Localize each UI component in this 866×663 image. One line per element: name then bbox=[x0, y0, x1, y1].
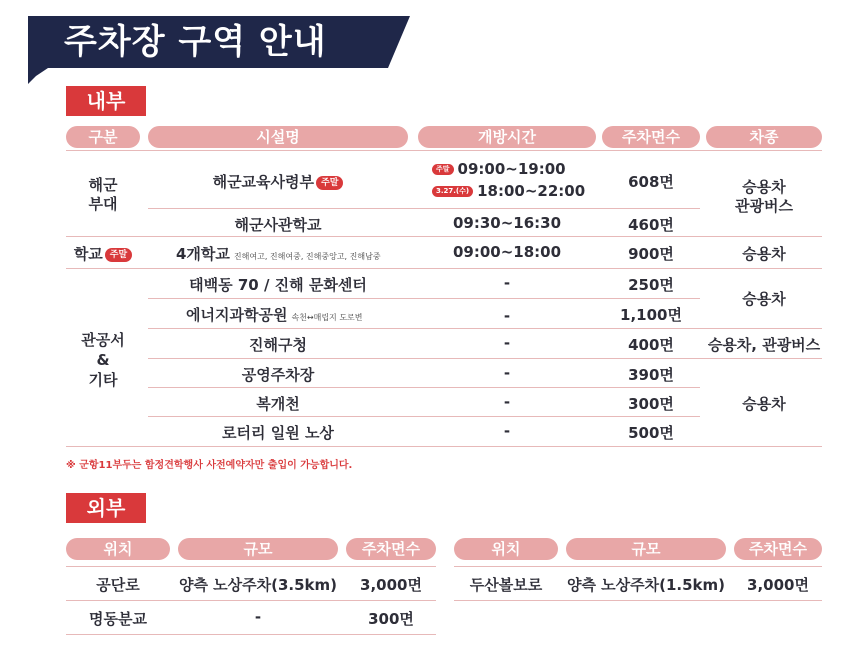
group-school bbox=[66, 243, 140, 264]
weekend-tag: 주말 bbox=[432, 164, 454, 175]
facility-energy-park bbox=[186, 304, 363, 325]
outer-count: 3,000면 bbox=[360, 576, 422, 594]
divider bbox=[66, 446, 822, 447]
outer-count: 300면 bbox=[368, 610, 414, 628]
outer-section-label: 외부 bbox=[66, 493, 146, 523]
header-vehicle-type: 차종 bbox=[706, 126, 822, 148]
open-time: - bbox=[503, 274, 511, 292]
outer-location: 공단로 bbox=[96, 576, 140, 594]
divider bbox=[66, 634, 436, 635]
space-count: 400면 bbox=[628, 336, 674, 354]
notice-text: ※ 군항11부두는 함정견학행사 사전예약자만 출입이 가능합니다. bbox=[66, 460, 353, 471]
space-count: 300면 bbox=[628, 395, 674, 413]
open-time: - bbox=[503, 364, 511, 382]
open-hours-special bbox=[432, 182, 585, 200]
space-count: 250면 bbox=[628, 276, 674, 294]
vehicle-type-school: 승용차 bbox=[742, 245, 786, 263]
open-time: 09:00~19:00 bbox=[457, 160, 566, 178]
header-location: 위치 bbox=[454, 538, 558, 560]
page-title: 주차장 구역 안내 bbox=[64, 22, 327, 62]
divider bbox=[454, 566, 822, 567]
outer-size: - bbox=[254, 608, 262, 626]
header-size: 규모 bbox=[178, 538, 338, 560]
divider bbox=[148, 328, 822, 329]
facility-detail: 진해여고, 진해여중, 진해중앙고, 진해남중 bbox=[233, 252, 381, 261]
open-time: - bbox=[503, 422, 511, 440]
open-time: 18:00~22:00 bbox=[477, 182, 586, 200]
facility-navy-education bbox=[148, 171, 408, 192]
header-facility: 시설명 bbox=[148, 126, 408, 148]
vehicle-type-gu: 승용차, 관광버스 bbox=[707, 336, 821, 354]
open-time: - bbox=[503, 307, 511, 325]
group-school-label: 학교 bbox=[73, 245, 103, 263]
header-spaces: 주차면수 bbox=[602, 126, 700, 148]
divider bbox=[148, 416, 700, 417]
divider bbox=[66, 600, 436, 601]
open-time: - bbox=[503, 393, 511, 411]
divider bbox=[66, 268, 822, 269]
divider bbox=[454, 600, 822, 601]
outer-location: 명동분교 bbox=[89, 610, 147, 628]
header-division: 구분 bbox=[66, 126, 140, 148]
space-count: 1,100면 bbox=[620, 306, 682, 324]
divider bbox=[66, 236, 822, 237]
outer-count: 3,000면 bbox=[747, 576, 809, 594]
facility-name: 에너지과학공원 bbox=[186, 306, 288, 324]
divider bbox=[148, 387, 700, 388]
vehicle-type-culture: 승용차 bbox=[742, 290, 786, 308]
divider bbox=[66, 150, 822, 151]
open-hours-weekend bbox=[432, 160, 566, 178]
facility-culture-center: 태백동 70 / 진해 문화센터 bbox=[189, 276, 367, 294]
open-time: 09:30~16:30 bbox=[452, 214, 562, 232]
space-count: 900면 bbox=[628, 245, 674, 263]
header-spaces: 주차면수 bbox=[734, 538, 822, 560]
space-count: 460면 bbox=[628, 216, 674, 234]
divider bbox=[148, 208, 700, 209]
facility-name: 해군교육사령부 bbox=[212, 173, 315, 191]
outer-size: 양측 노상주차(1.5km) bbox=[566, 576, 726, 594]
facility-bokgaecheon: 복개천 bbox=[256, 395, 300, 413]
group-office: 관공서 & 기타 bbox=[81, 331, 125, 389]
group-navy: 해군 부대 bbox=[88, 176, 118, 213]
outer-location: 두산볼보로 bbox=[469, 576, 543, 594]
inner-section-label: 내부 bbox=[66, 86, 146, 116]
weekend-tag: 주말 bbox=[105, 248, 132, 262]
divider bbox=[66, 566, 436, 567]
divider bbox=[148, 358, 822, 359]
open-time: 09:00~18:00 bbox=[452, 243, 562, 261]
divider bbox=[148, 298, 700, 299]
space-count: 500면 bbox=[628, 424, 674, 442]
facility-four-schools bbox=[176, 243, 381, 264]
space-count: 608면 bbox=[628, 173, 674, 191]
facility-rotary-street: 로터리 일원 노상 bbox=[222, 424, 334, 442]
facility-naval-academy: 해군사관학교 bbox=[234, 216, 322, 234]
facility-district-office: 진해구청 bbox=[249, 336, 307, 354]
header-open-hours: 개방시간 bbox=[418, 126, 596, 148]
open-time: - bbox=[503, 334, 511, 352]
space-count: 390면 bbox=[628, 366, 674, 384]
header-location: 위치 bbox=[66, 538, 170, 560]
vehicle-type-navy: 승용차 관광버스 bbox=[735, 178, 793, 215]
weekend-tag: 주말 bbox=[316, 176, 343, 190]
vehicle-type-rest: 승용차 bbox=[742, 395, 786, 413]
date-tag: 3.27.(수) bbox=[432, 186, 473, 197]
facility-detail: 속천↔매립지 도로변 bbox=[291, 313, 363, 322]
outer-size: 양측 노상주차(3.5km) bbox=[178, 576, 338, 594]
header-spaces: 주차면수 bbox=[346, 538, 436, 560]
header-size: 규모 bbox=[566, 538, 726, 560]
facility-name: 4개학교 bbox=[176, 245, 230, 263]
facility-public-parking: 공영주차장 bbox=[241, 366, 315, 384]
